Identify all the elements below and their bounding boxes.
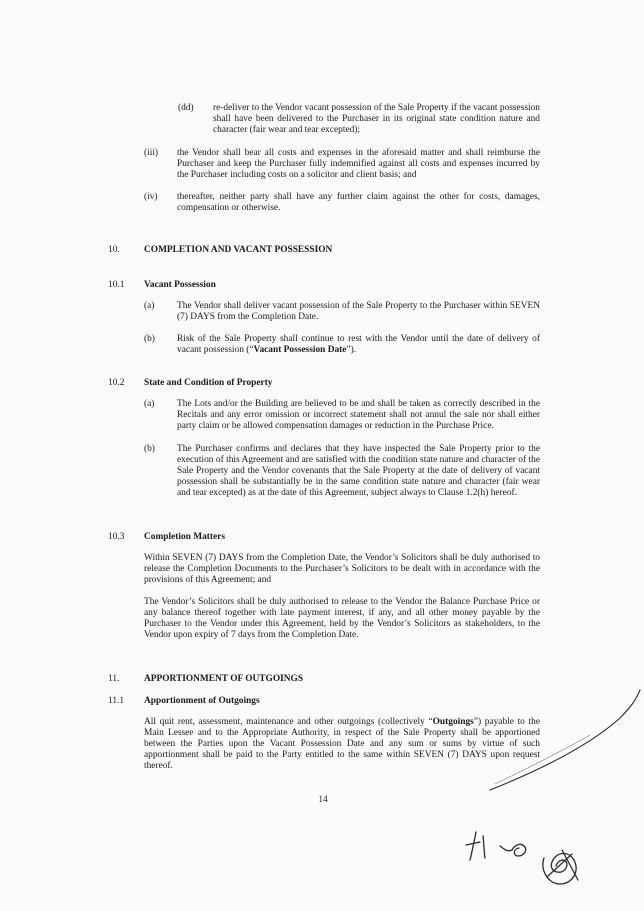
defined-term-outgoings: Outgoings [432, 717, 474, 727]
clause-11-1-number: 11.1 [108, 696, 125, 706]
clause-10-1-b-text: Risk of the Sale Property shall continue to rest with the Vendor until the date of delivery of vacant possession (“Vacant Possession Date”). [177, 334, 540, 355]
item-text-iii: the Vendor shall bear all costs and expenses in the aforesaid matter and shall reimburse the Purchaser and keep the Purchaser fully indemnified against all costs and expenses incurred by the Purchaser including costs on a solicitor and client basis; and [177, 148, 540, 180]
clause-10-1-b-label: (b) [144, 334, 155, 344]
clause-10-2-b-text: The Purchaser confirms and declares that they have inspected the Sale Property prior to the execution of this Agreement and are satisfied with the condition state nature and character of the Sale Property and the Vendor covenants that the Sale Property at the date of delivery of vacant possession shall be substantially be in the same condition state nature and character (fair wear and tear excepted) as at the date of this Agreement, subject always to Clause 1.2(h) hereof. [177, 444, 540, 498]
clause-11-1-title: Apportionment of Outgoings [144, 696, 260, 706]
clause-10-3-title: Completion Matters [144, 532, 225, 542]
clause-10-3-paragraph-1: Within SEVEN (7) DAYS from the Completion Date, the Vendor’s Solicitors shall be duly authorised to release the Completion Documents to the Purchaser’s Solicitors to be dealt with in accordance with the provisions of this Agreement; and [144, 553, 540, 585]
section-11-title: APPORTIONMENT OF OUTGOINGS [144, 674, 304, 684]
item-label-dd: (dd) [178, 103, 194, 113]
clause-10-2-number: 10.2 [108, 378, 125, 388]
clause-10-1-title: Vacant Possession [144, 280, 216, 290]
clause-10-2-title: State and Condition of Property [144, 378, 273, 388]
item-label-iv: (iv) [144, 192, 158, 202]
clause-10-3-number: 10.3 [108, 532, 125, 542]
initials-mark-1 [466, 832, 485, 860]
pen-stroke-mark [490, 690, 640, 790]
clause-10-2-b-label: (b) [144, 444, 155, 454]
clause-10-3-paragraph-2: The Vendor’s Solicitors shall be duly authorised to release to the Vendor the Balance Purchase Price or any balance thereof together with late payment interest, if any, and all other money payable by the Purchaser to the Vendor under this Agreement, held by the Vendor’s Solicitors as stakeholders, to the Vendor upon expiry of 7 days from the Completion Date. [144, 597, 540, 640]
clause-10-1-number: 10.1 [108, 280, 125, 290]
section-10-title: COMPLETION AND VACANT POSSESSION [144, 245, 333, 255]
defined-term-vacant-possession-date: Vacant Possession Date [253, 344, 347, 355]
clause-10-2-a-text: The Lots and/or the Building are believed to be and shall be taken as correctly described in the Recitals and any error omission or incorrect statement shall not annul the sale nor shall either party claim or be allowed compensation damages or reduction in the Purchase Price. [177, 399, 540, 431]
item-text-iv: thereafter, neither party shall have any further claim against the other for costs, damages, compensation or otherwise. [177, 192, 540, 213]
item-label-iii: (iii) [144, 148, 159, 158]
clause-10-2-a-label: (a) [144, 399, 155, 409]
clause-10-1-a-label: (a) [144, 301, 155, 311]
item-text-dd: re-deliver to the Vendor vacant possession of the Sale Property if the vacant possession shall have been delivered to the Purchaser in its original state condition nature and character (fair wear and tear excepted); [213, 103, 540, 135]
initials-mark-3 [543, 850, 578, 884]
clause-11-1-text: All quit rent, assessment, maintenance and other outgoings (collectively “Outgoings”) payable to the Main Lessee and to the Appropriate Authority, in respect of the Sale Property shall be apportioned between the Parties upon the Vacant Possession Date and any sum or sums by virtue of such apportionment shall be paid to the Party entitled to the same within SEVEN (7) DAYS upon request thereof. [144, 717, 540, 771]
page-number: 14 [318, 795, 328, 805]
initials-mark-2 [500, 844, 526, 856]
clause-10-1-a-text: The Vendor shall deliver vacant possession of the Sale Property to the Purchaser within SEVEN (7) DAYS from the Completion Date. [177, 301, 540, 322]
section-11-number: 11. [108, 674, 120, 684]
section-10-number: 10. [108, 245, 120, 255]
